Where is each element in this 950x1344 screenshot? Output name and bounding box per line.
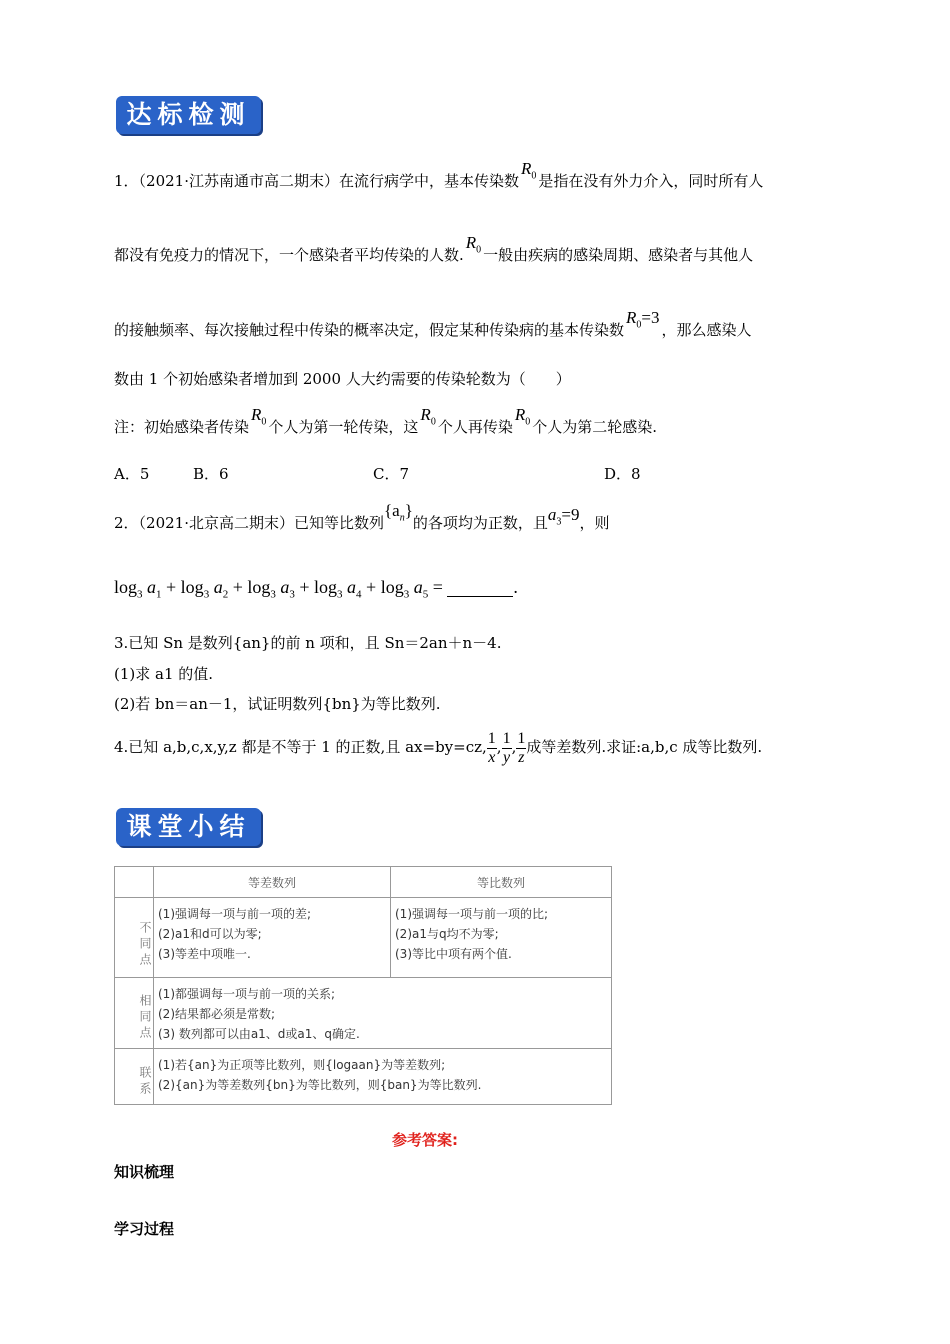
- fraction-1-over-y: $\frac{1}{y}$: [502, 729, 511, 766]
- q3-line2: (1)求 a1 的值.: [114, 665, 214, 683]
- r0-symbol: $R_0=3$: [626, 308, 660, 331]
- q1-option-d: D．8: [604, 465, 641, 483]
- q2-line1: 2．（2021·北京高二期末）已知等比数列$\{a_n\}$的各项均为正数，且$a_3=9$，则: [114, 501, 610, 532]
- q1-option-b: B．6: [193, 465, 229, 483]
- table-row: 相同点 (1)都强调每一项与前一项的关系; (2)结果都必须是常数; (3) 数列都可以由a1、d或a1、q确定.: [115, 978, 612, 1049]
- q3-line3: (2)若 bn＝an－1，试证明数列{bn}为等比数列.: [114, 695, 441, 713]
- q3-line1: 3.已知 Sn 是数列{an}的前 n 项和，且 Sn＝2an＋n－4.: [114, 634, 502, 652]
- q1-note: 注：初始感染者传染$R_0$ 个人为第一轮传染，这$R_0$ 个人再传染$R_0$ 个人为第二轮感染.: [114, 405, 657, 436]
- section-badge-practice: 达标检测: [116, 96, 261, 134]
- table-row: 不同点 (1)强调每一项与前一项的差; (2)a1和d可以为零; (3)等差中项唯一. (1)强调每一项与前一项的比; (2)a1与q均不为零; (3)等比中项有两个值.: [115, 898, 612, 978]
- q1-line4: 数由 1 个初始感染者增加到 2000 人大约需要的传染轮数为（ ）: [114, 370, 571, 388]
- fraction-1-over-z: $\frac{1}{z}$: [517, 729, 526, 766]
- r0-symbol: $R_0$: [521, 159, 537, 182]
- q1-line1: 1．（2021·江苏南通市高二期末）在流行病学中，基本传染数$R_0$ 是指在没有外力介入，同时所有人: [114, 159, 764, 190]
- q4-line: 4.已知 a,b,c,x,y,z 都是不等于 1 的正数,且 ax=by=cz, $\frac{1}{x}$ , $\frac{1}{y}$ , $\frac{1}{z}$ 成等差数列.求证:a,b,c 成等比数列.: [114, 729, 763, 766]
- table-header-row: [115, 867, 612, 898]
- answers-title: 参考答案:: [392, 1131, 458, 1149]
- q2-log-expression: $\log_3 a_1 + \log_3 a_2 + \log_3 a_3 + \log_3 a_4 + \log_3 a_5$ = .: [114, 570, 518, 601]
- summary-table: [114, 866, 612, 1105]
- q1-option-c: C．7: [373, 465, 410, 483]
- fraction-1-over-x: $\frac{1}{x}$: [487, 729, 496, 766]
- section-knowledge: 知识梳理: [114, 1163, 175, 1181]
- table-header: 等比数列: [391, 867, 612, 898]
- table-header: 等差数列: [154, 867, 391, 898]
- section-badge-summary: 课堂小结: [116, 808, 261, 846]
- r0-symbol: $R_0$: [465, 233, 482, 256]
- table-row: 联系 (1)若{an}为正项等比数列，则{logaan}为等差数列; (2){an}为等差数列{bn}为等比数列，则{ban}为等比数列.: [115, 1049, 612, 1105]
- q1-line3: 的接触频率、每次接触过程中传染的概率决定，假定某种传染病的基本传染数$R_0=3$，那么感染人: [114, 308, 752, 339]
- q1-line2: 都没有免疫力的情况下，一个感染者平均传染的人数$.R_0$ 一般由疾病的感染周期、感染者与其他人: [114, 233, 754, 264]
- section-process: 学习过程: [114, 1220, 175, 1238]
- answer-blank: [447, 570, 513, 597]
- q1-option-a: A．5: [114, 465, 150, 483]
